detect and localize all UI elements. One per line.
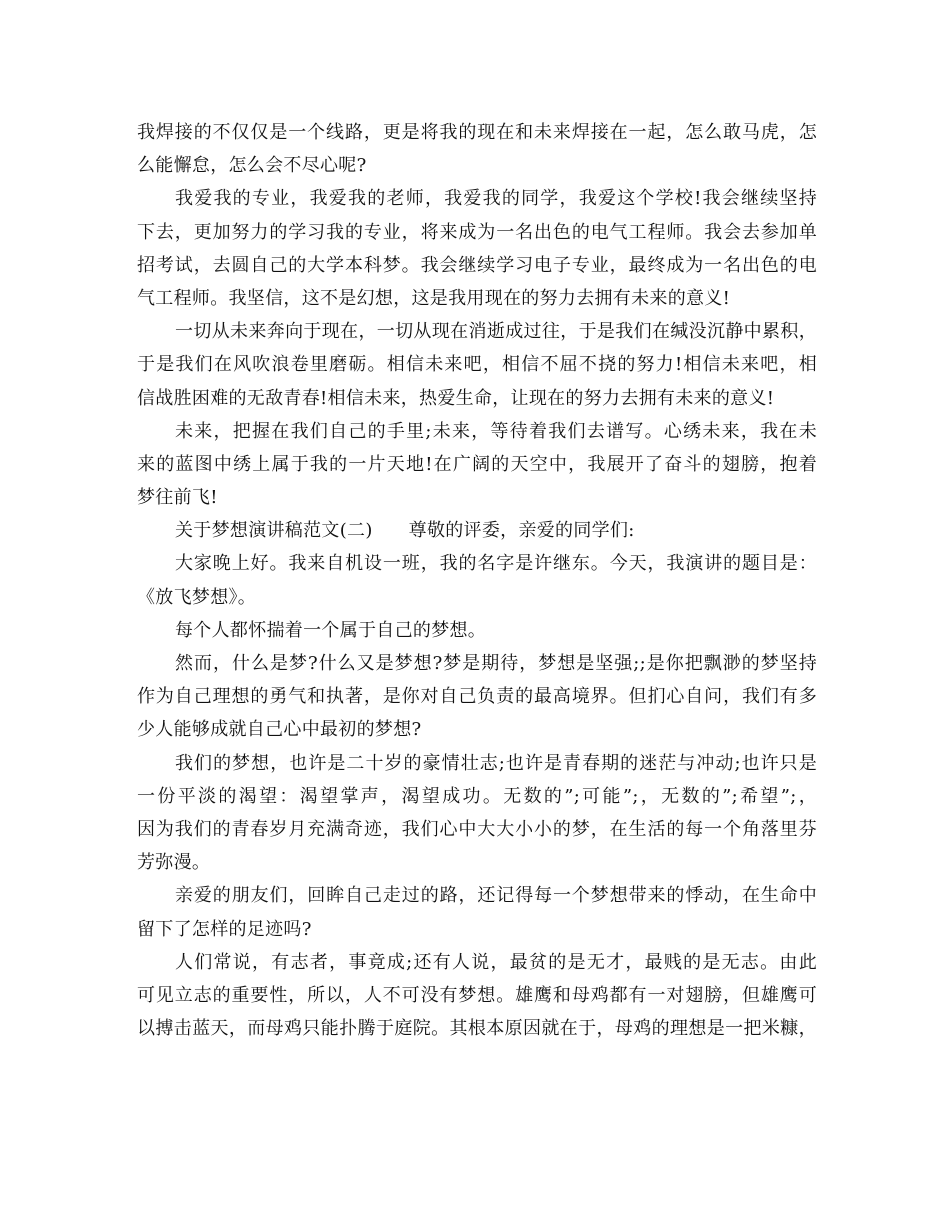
text-line bbox=[137, 116, 817, 149]
text-line bbox=[137, 946, 817, 979]
text-line bbox=[137, 514, 817, 547]
text-line bbox=[137, 481, 817, 514]
text-line-content: 以搏击蓝天，而母鸡只能扑腾于庭院。其根本原因就在于，母鸡的理想是一把米糠， bbox=[137, 1018, 817, 1040]
text-line bbox=[137, 879, 817, 912]
text-line-content: 气工程师。我坚信，这不是幻想，这是我用现在的努力去拥有未来的意义! bbox=[137, 287, 731, 309]
text-line bbox=[137, 182, 817, 215]
text-line-content: 信战胜困难的无敌青春!相信未来，热爱生命，让现在的努力去拥有未来的意义! bbox=[137, 387, 775, 409]
text-line-content: 少人能够成就自己心中最初的梦想? bbox=[137, 719, 422, 741]
text-line-content: 然而，什么是梦?什么又是梦想?梦是期待，梦想是坚强;;是你把飘渺的梦坚持 bbox=[175, 653, 817, 674]
text-line bbox=[137, 149, 817, 182]
text-line bbox=[137, 315, 817, 348]
text-line-content: 芳弥漫。 bbox=[137, 852, 211, 874]
text-line bbox=[137, 282, 817, 315]
text-line-content: 留下了怎样的足迹吗? bbox=[137, 918, 312, 940]
text-line bbox=[137, 249, 817, 282]
text-line-content: 未来，把握在我们自己的手里;未来，等待着我们去谱写。心绣未来，我在未 bbox=[175, 420, 817, 442]
text-line-content: 我爱我的专业，我爱我的老师，我爱我的同学，我爱这个学校!我会继续坚持 bbox=[175, 188, 817, 210]
text-line-content: 一份平淡的渴望：渴望掌声，渴望成功。无数的”;可能”;，无数的”;希望”;， bbox=[137, 785, 817, 807]
text-line-content: 于是我们在风吹浪卷里磨砺。相信未来吧，相信不屈不挠的努力!相信未来吧，相 bbox=[137, 354, 817, 376]
text-line-content: 亲爱的朋友们，回眸自己走过的路，还记得每一个梦想带来的悸动，在生命中 bbox=[175, 885, 817, 907]
text-line-content: 《放飞梦想》。 bbox=[137, 586, 257, 608]
text-line bbox=[137, 680, 817, 713]
text-line-content: 我们的梦想，也许是二十岁的豪情壮志;也许是青春期的迷茫与冲动;也许只是 bbox=[175, 752, 817, 774]
text-line bbox=[137, 581, 817, 614]
text-line-content: 大家晚上好。我来自机设一班，我的名字是许继东。今天，我演讲的题目是： bbox=[175, 553, 817, 575]
text-line-content: 梦往前飞! bbox=[137, 487, 218, 509]
text-line bbox=[137, 747, 817, 780]
text-line bbox=[137, 647, 817, 680]
text-line-content: 每个人都怀揣着一个属于自己的梦想。 bbox=[175, 619, 487, 641]
text-line bbox=[137, 846, 817, 879]
text-line-content: 我焊接的不仅仅是一个线路，更是将我的现在和未来焊接在一起，怎么敢马虎，怎 bbox=[137, 122, 817, 143]
text-line bbox=[137, 547, 817, 580]
text-line-content: 下去，更加努力的学习我的专业，将来成为一名出色的电气工程师。我会去参加单 bbox=[137, 221, 817, 243]
text-line bbox=[137, 448, 817, 481]
text-line bbox=[137, 713, 817, 746]
text-line bbox=[137, 216, 817, 249]
text-line-content: 关于梦想演讲稿范文(二) bbox=[175, 520, 373, 542]
text-line-content: 么能懈怠，怎么会不尽心呢? bbox=[137, 155, 367, 177]
text-line bbox=[137, 382, 817, 415]
text-line-content: 人们常说，有志者，事竟成;还有人说，最贫的是无才，最贱的是无志。由此 bbox=[175, 951, 817, 973]
text-line bbox=[137, 614, 817, 647]
text-line bbox=[137, 415, 817, 448]
body-text bbox=[137, 116, 817, 1045]
text-line bbox=[137, 913, 817, 946]
text-line-tail: 尊敬的评委，亲爱的同学们: bbox=[408, 520, 635, 542]
text-line bbox=[137, 813, 817, 846]
text-line bbox=[137, 780, 817, 813]
text-line-content: 因为我们的青春岁月充满奇迹，我们心中大大小小的梦，在生活的每一个角落里芬 bbox=[137, 818, 817, 840]
text-line-content: 招考试，去圆自己的大学本科梦。我会继续学习电子专业，最终成为一名出色的电 bbox=[137, 254, 817, 276]
text-line-content: 可见立志的重要性，所以，人不可没有梦想。雄鹰和母鸡都有一对翅膀，但雄鹰可 bbox=[137, 984, 817, 1006]
text-line bbox=[137, 1012, 817, 1045]
text-line-content: 来的蓝图中绣上属于我的一片天地!在广阔的天空中，我展开了奋斗的翅膀，抱着 bbox=[137, 453, 817, 475]
text-line-content: 一切从未来奔向于现在，一切从现在消逝成过往，于是我们在缄没沉静中累积， bbox=[175, 321, 817, 343]
text-line bbox=[137, 348, 817, 381]
text-line-content: 作为自己理想的勇气和执著，是你对自己负责的最高境界。但扪心自问，我们有多 bbox=[137, 686, 817, 708]
text-line bbox=[137, 979, 817, 1012]
